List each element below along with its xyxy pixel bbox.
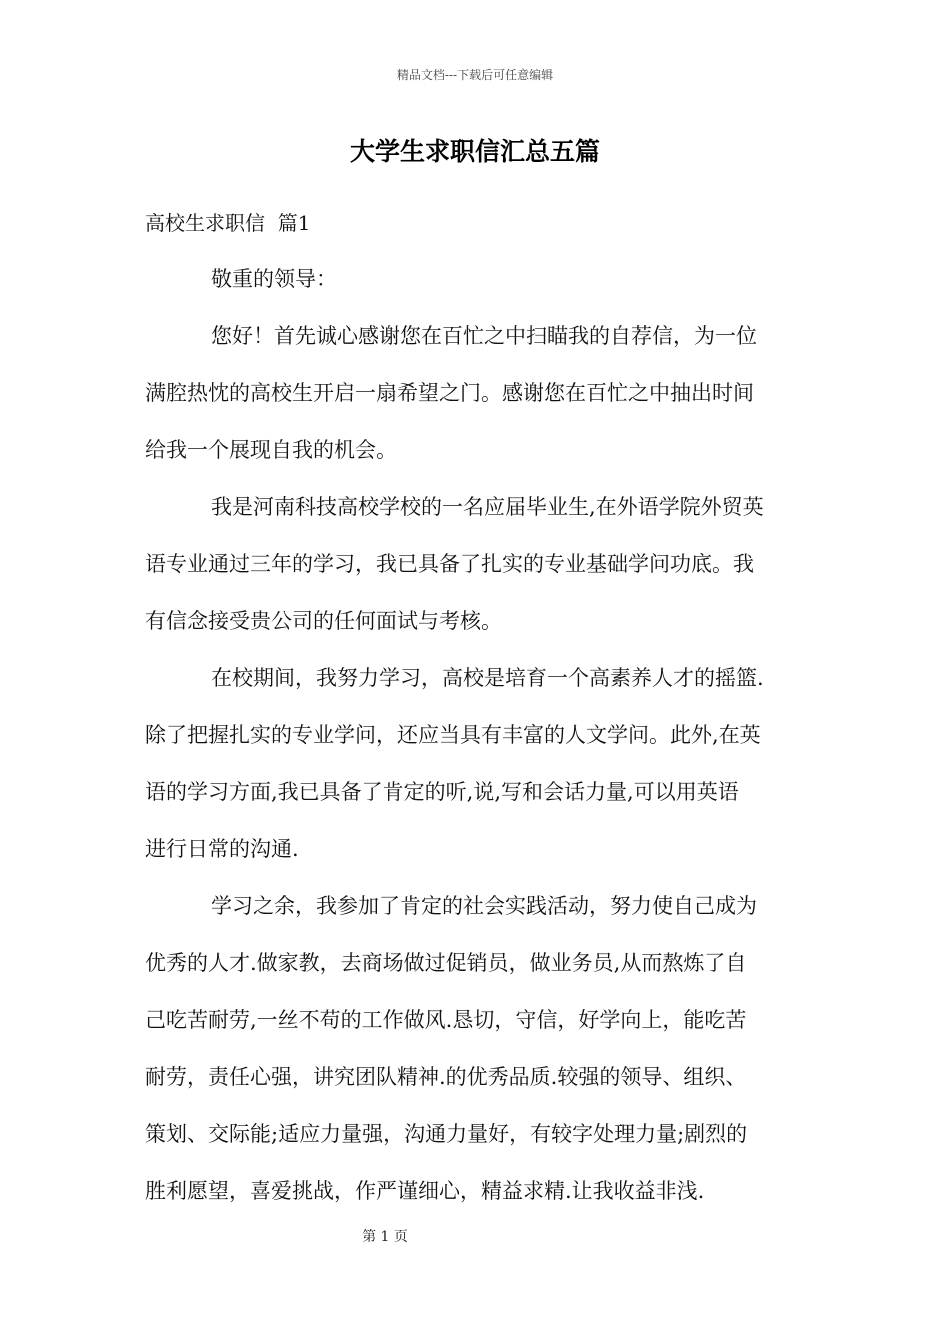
paragraph-line: 策划、交际能;适应力量强，沟通力量好，有较字处理力量;剧烈的 — [145, 1122, 748, 1146]
paragraph-line: 学习之余，我参加了肯定的社会实践活动，努力使自己成为 — [211, 894, 757, 918]
paragraph-line: 己吃苦耐劳,一丝不苟的工作做风.恳切，守信，好学向上，能吃苦 — [145, 1008, 747, 1032]
paragraph-line: 语专业通过三年的学习，我已具备了扎实的专业基础学问功底。我 — [145, 552, 754, 576]
paragraph-line: 给我一个展现自我的机会。 — [145, 438, 397, 462]
paragraph-line: 优秀的人才.做家教，去商场做过促销员，做业务员,从而熬炼了自 — [145, 951, 747, 975]
paragraph-line: 进行日常的沟通. — [145, 837, 299, 861]
paragraph-line: 我是河南科技高校学校的一名应届毕业生,在外语学院外贸英 — [211, 495, 764, 519]
paragraph-line: 在校期间，我努力学习，高校是培育一个高素养人才的摇篮. — [211, 666, 764, 690]
paragraph-line: 满腔热忱的高校生开启一扇希望之门。感谢您在百忙之中抽出时间 — [145, 381, 754, 405]
paragraph-line: 耐劳，责任心强，讲究团队精神.的优秀品质.较强的领导、组织、 — [145, 1065, 747, 1089]
paragraph-line: 您好！首先诚心感谢您在百忙之中扫瞄我的自荐信，为一位 — [211, 324, 757, 348]
salutation: 敬重的领导： — [211, 267, 337, 291]
document-title: 大学生求职信汇总五篇 — [349, 137, 600, 166]
paragraph-line: 除了把握扎实的专业学问，还应当具有丰富的人文学问。此外,在英 — [145, 723, 761, 747]
paragraph-line: 语的学习方面,我已具备了肯定的听,说,写和会话力量,可以用英语 — [145, 780, 739, 804]
section-heading: 高校生求职信 篇1 — [145, 211, 311, 235]
paragraph-line: 胜利愿望，喜爱挑战，作严谨细心，精益求精.让我收益非浅. — [145, 1179, 705, 1203]
header-note: 精品文档---下载后可任意编辑 — [396, 68, 554, 82]
page-number: 第 1 页 — [362, 1229, 408, 1245]
paragraph-line: 有信念接受贵公司的任何面试与考核。 — [145, 609, 502, 633]
